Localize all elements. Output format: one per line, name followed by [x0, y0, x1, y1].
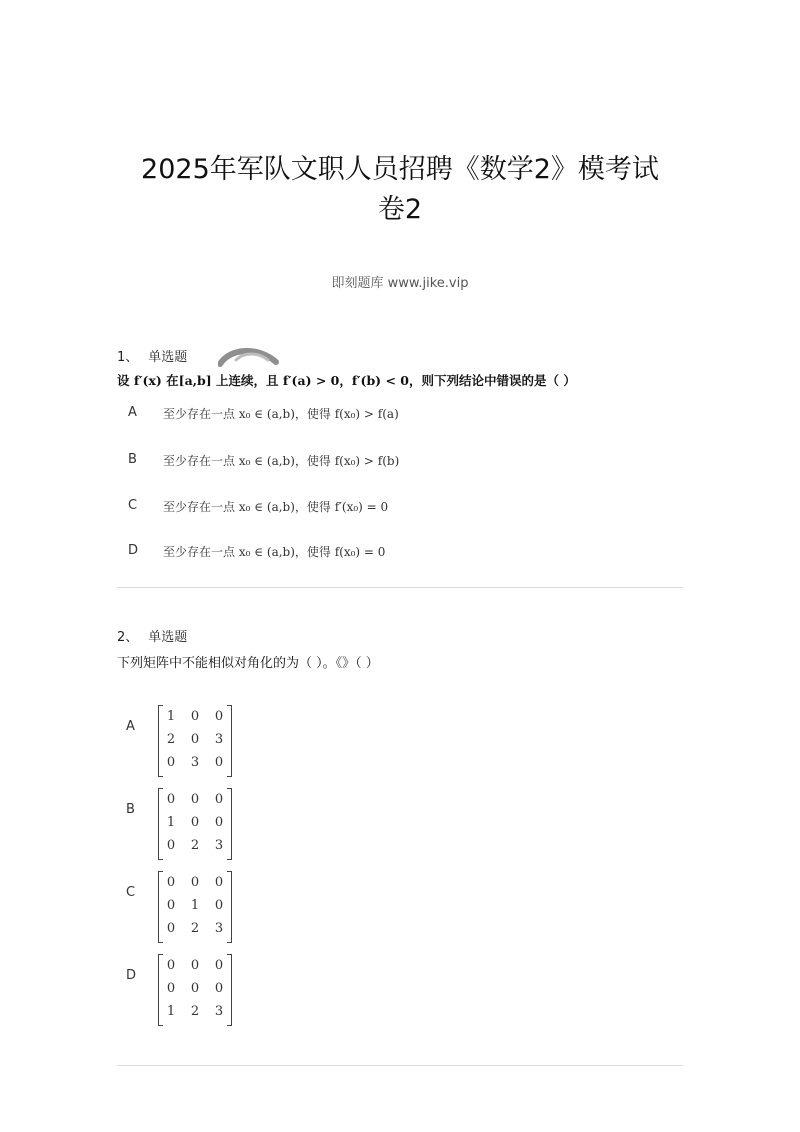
matrix-cell: 0 [166, 755, 176, 770]
matrix-cell: 0 [166, 898, 176, 913]
option-letter[interactable]: D [126, 968, 137, 983]
ink-smudge-icon [218, 346, 280, 372]
option-letter[interactable]: A [128, 405, 137, 420]
matrix-cell: 0 [214, 958, 224, 973]
matrix-cell: 0 [214, 792, 224, 807]
question-stem: 设 f′(x) 在[a,b] 上连续，且 f′(a) > 0，f′(b) < 0，则下列结论中错误的是（ ） [117, 373, 576, 388]
matrix-cell: 0 [166, 875, 176, 890]
question-stem: 下列矩阵中不能相似对角化的为（ ）。《》（ ） [117, 656, 379, 671]
question-type: 单选题 [148, 350, 188, 365]
matrix-cell: 3 [190, 755, 200, 770]
matrix-cell: 0 [190, 981, 200, 996]
question-number: 2、 [117, 630, 139, 645]
matrix-cell: 0 [214, 709, 224, 724]
matrix-cell: 0 [214, 898, 224, 913]
option-text: 至少存在一点 x₀ ∈ (a,b)，使得 f′(x₀) = 0 [163, 500, 389, 514]
matrix-b [158, 788, 232, 860]
option-text: 至少存在一点 x₀ ∈ (a,b)，使得 f(x₀) > f(a) [163, 407, 399, 421]
matrix-cell: 1 [190, 898, 200, 913]
matrix-cell: 2 [190, 1004, 200, 1019]
page-title [100, 150, 700, 230]
matrix-cell: 3 [214, 1004, 224, 1019]
matrix-cell: 0 [166, 921, 176, 936]
matrix-cell: 0 [166, 958, 176, 973]
source-label: 即刻题库 www.jike.vip [331, 276, 469, 291]
question-divider [117, 587, 683, 588]
question-number: 1、 [117, 350, 139, 365]
matrix-cell: 0 [214, 981, 224, 996]
matrix-cell: 3 [214, 838, 224, 853]
option-letter[interactable]: C [128, 498, 138, 513]
matrix-cell: 1 [166, 1004, 176, 1019]
matrix-d [158, 954, 232, 1026]
matrix-a [158, 705, 232, 777]
option-text: 至少存在一点 x₀ ∈ (a,b)，使得 f(x₀) > f(b) [163, 454, 400, 468]
matrix-cell: 0 [214, 815, 224, 830]
option-text: 至少存在一点 x₀ ∈ (a,b)，使得 f(x₀) = 0 [163, 545, 386, 559]
matrix-cell: 0 [190, 792, 200, 807]
matrix-cell: 3 [214, 732, 224, 747]
matrix-cell: 0 [190, 709, 200, 724]
matrix-cell: 1 [166, 815, 176, 830]
matrix-cell: 0 [190, 958, 200, 973]
option-letter[interactable]: A [126, 719, 135, 734]
matrix-cell: 0 [190, 732, 200, 747]
option-letter[interactable]: C [126, 885, 136, 900]
page-title-line-2: 卷2 [377, 194, 423, 225]
option-letter[interactable]: D [128, 543, 139, 558]
matrix-cell: 2 [190, 838, 200, 853]
option-letter[interactable]: B [126, 802, 135, 817]
matrix-cell: 0 [166, 838, 176, 853]
matrix-cell: 2 [166, 732, 176, 747]
matrix-cell: 2 [190, 921, 200, 936]
question-1-header [117, 346, 187, 365]
question-divider [117, 1065, 683, 1066]
question-type: 单选题 [148, 630, 188, 645]
matrix-cell: 0 [166, 981, 176, 996]
question-2-header [117, 626, 187, 645]
matrix-cell: 0 [166, 792, 176, 807]
page-title-line-1: 2025年军队文职人员招聘《数学2》模考试 [141, 154, 659, 185]
matrix-cell: 1 [166, 709, 176, 724]
matrix-cell: 3 [214, 921, 224, 936]
matrix-cell: 0 [190, 875, 200, 890]
matrix-cell: 0 [190, 815, 200, 830]
matrix-cell: 0 [214, 755, 224, 770]
option-letter[interactable]: B [128, 452, 137, 467]
matrix-cell: 0 [214, 875, 224, 890]
matrix-c [158, 871, 232, 943]
